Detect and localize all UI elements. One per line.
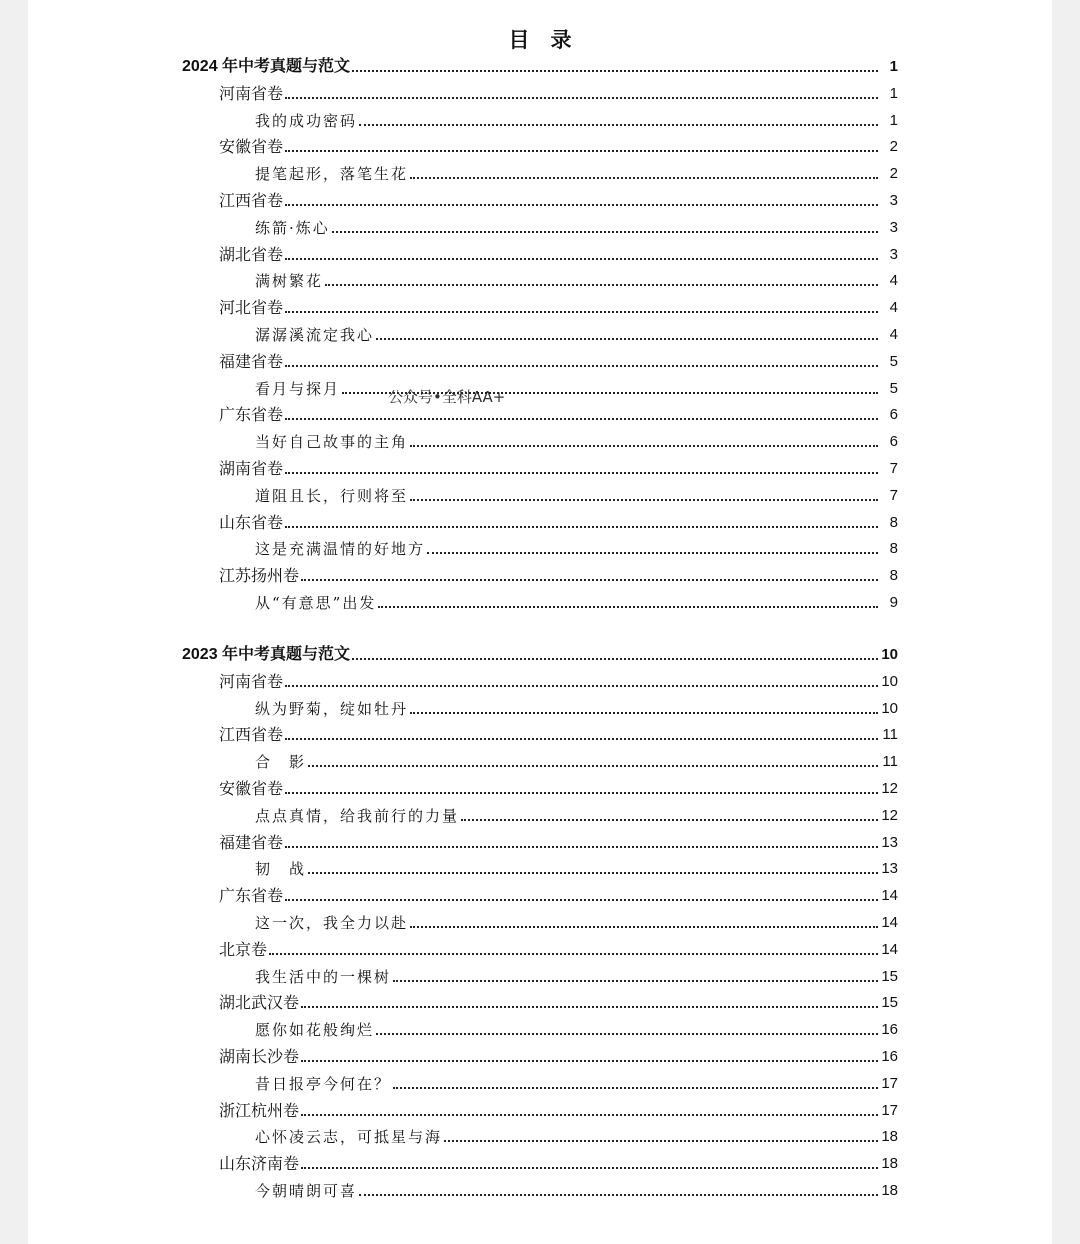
- toc-entry-label: 湖南长沙卷: [219, 1047, 300, 1066]
- toc-entry-label: 浙江杭州卷: [219, 1100, 300, 1120]
- toc-entry-label: 广东省卷: [219, 405, 284, 425]
- toc-region-entry[interactable]: [219, 1151, 898, 1175]
- dot-leader: [376, 338, 878, 340]
- toc-entry-label: 合 影: [255, 753, 307, 772]
- toc-entry-label: 昔日报亭今何在？: [255, 1074, 392, 1093]
- toc-essay-entry[interactable]: [255, 590, 898, 614]
- toc-essay-entry[interactable]: [255, 1017, 898, 1041]
- toc-entry-label: 河南省卷: [219, 671, 284, 691]
- dot-leader: [285, 472, 878, 474]
- toc-entry-label: 看月与探月: [255, 379, 341, 398]
- toc-entry-label: 这是充满温情的好地方: [255, 540, 426, 559]
- toc-region-entry[interactable]: [219, 937, 898, 961]
- dot-leader: [378, 606, 878, 608]
- toc-region-entry[interactable]: [219, 456, 898, 480]
- toc-region-entry[interactable]: [219, 883, 898, 907]
- dot-leader: [285, 97, 878, 99]
- toc-entry-label: 河南省卷: [219, 83, 284, 103]
- toc-entry-label: 江西省卷: [219, 725, 284, 745]
- toc-region-entry[interactable]: [219, 510, 898, 534]
- toc-essay-entry[interactable]: [255, 803, 898, 827]
- dot-leader: [308, 872, 878, 874]
- toc-page-number: 18: [881, 1155, 898, 1173]
- toc-entry-label: 提笔起形，落笔生花: [255, 165, 409, 184]
- toc-region-entry[interactable]: [219, 563, 898, 587]
- toc-page-number: 14: [881, 940, 898, 958]
- dot-leader: [285, 792, 878, 794]
- toc-region-entry[interactable]: [219, 776, 898, 800]
- toc-region-entry[interactable]: [219, 242, 898, 266]
- dot-leader: [285, 204, 878, 206]
- dot-leader: [285, 526, 878, 528]
- toc-page-number: 3: [889, 218, 898, 236]
- toc-entry-label: 今朝晴朗可喜: [255, 1182, 358, 1200]
- watermark-text: 公众号•全科AA+: [388, 388, 506, 406]
- toc-region-entry[interactable]: [219, 830, 898, 854]
- toc-entry-label: 江苏扬州卷: [219, 566, 300, 586]
- toc-page-number: 3: [889, 192, 898, 209]
- toc-page-number: 7: [889, 460, 898, 477]
- toc-page-number: 4: [889, 299, 898, 317]
- toc-entry-label: 安徽省卷: [219, 137, 284, 157]
- toc-entry-label: 湖北省卷: [219, 244, 284, 264]
- toc-entry-label: 湖南省卷: [219, 459, 284, 478]
- dot-leader: [427, 552, 878, 554]
- toc-page-number: 1: [889, 58, 898, 75]
- toc-essay-entry[interactable]: [255, 749, 898, 773]
- toc-page-number: 11: [882, 753, 898, 771]
- toc-page-number: 17: [881, 1074, 898, 1092]
- dot-leader: [285, 738, 878, 740]
- toc-page-number: 15: [881, 994, 898, 1012]
- toc-page-number: 10: [881, 646, 898, 663]
- toc-entry-label: 韧 战: [255, 860, 307, 879]
- toc-page-number: 16: [881, 1021, 898, 1039]
- toc-region-entry[interactable]: [219, 990, 898, 1014]
- toc-essay-entry[interactable]: [255, 161, 898, 185]
- toc-page-number: 10: [881, 699, 898, 717]
- toc-page-number: 7: [889, 486, 898, 504]
- toc-entry-label: 我的成功密码: [255, 111, 358, 130]
- toc-entry-label: 当好自己故事的主角: [255, 433, 409, 452]
- toc-essay-entry[interactable]: [255, 108, 898, 132]
- dot-leader: [285, 418, 878, 420]
- dot-leader: [444, 1140, 878, 1142]
- dot-leader: [301, 1060, 878, 1062]
- toc-page-number: 9: [889, 594, 898, 611]
- dot-leader: [269, 953, 878, 955]
- toc-entry-label: 福建省卷: [219, 351, 284, 371]
- toc-essay-entry[interactable]: [255, 215, 898, 239]
- toc-essay-entry[interactable]: [255, 322, 898, 346]
- dot-leader: [410, 445, 878, 447]
- toc-region-entry[interactable]: [219, 669, 898, 693]
- dot-leader: [410, 499, 878, 501]
- toc-page-number: 4: [889, 326, 898, 343]
- toc-entry-label: 纵为野菊，绽如牡丹: [255, 699, 409, 718]
- toc-entry-label: 广东省卷: [219, 886, 284, 906]
- toc-page-number: 16: [881, 1048, 898, 1065]
- toc-page-number: 1: [889, 84, 898, 102]
- toc-page-number: 13: [881, 860, 898, 878]
- toc-entry-label: 愿你如花般绚烂: [255, 1021, 375, 1040]
- dot-leader: [352, 658, 878, 660]
- toc-region-entry[interactable]: [219, 1098, 898, 1122]
- toc-title: 目 录: [508, 28, 572, 52]
- toc-region-entry[interactable]: [219, 349, 898, 373]
- dot-leader: [410, 177, 878, 179]
- dot-leader: [285, 685, 878, 687]
- toc-page-number: 5: [889, 352, 898, 370]
- toc-essay-entry[interactable]: [255, 964, 898, 988]
- dot-leader: [393, 980, 878, 982]
- dot-leader: [342, 392, 878, 394]
- toc-essay-entry[interactable]: [255, 429, 898, 453]
- toc-essay-entry[interactable]: [255, 483, 898, 507]
- toc-region-entry[interactable]: [219, 295, 898, 319]
- toc-region-entry[interactable]: [219, 402, 898, 426]
- toc-section-heading[interactable]: [182, 54, 898, 78]
- dot-leader: [352, 70, 878, 72]
- toc-page-number: 12: [881, 780, 898, 797]
- toc-page-number: 1: [889, 111, 898, 129]
- toc-page-number: 18: [881, 1128, 898, 1146]
- dot-leader: [285, 311, 878, 313]
- toc-page-number: 8: [889, 540, 898, 558]
- toc-entry-label: 2024 年中考真题与范文: [182, 58, 351, 75]
- dot-leader: [301, 579, 878, 581]
- toc-page-number: 4: [889, 272, 898, 290]
- toc-page-number: 2: [889, 165, 898, 183]
- toc-entry-label: 点点真情，给我前行的力量: [255, 806, 460, 825]
- toc-page-number: 13: [881, 833, 898, 851]
- toc-essay-entry[interactable]: [255, 1124, 898, 1148]
- toc-entry-label: 练箭·炼心: [255, 218, 330, 237]
- toc-entry-label: 潺潺溪流定我心: [255, 326, 375, 344]
- toc-entry-label: 这一次，我全力以赴: [255, 914, 409, 932]
- toc-region-entry[interactable]: [219, 1044, 898, 1068]
- toc-page-number: 10: [881, 672, 898, 690]
- dot-leader: [410, 712, 878, 714]
- dot-leader: [325, 284, 878, 286]
- toc-entry-label: 我生活中的一棵树: [255, 967, 392, 986]
- dot-leader: [393, 1087, 878, 1089]
- dot-leader: [285, 365, 878, 367]
- toc-page-number: 14: [881, 887, 898, 905]
- toc-page-number: 18: [881, 1182, 898, 1199]
- dot-leader: [308, 765, 878, 767]
- toc-essay-entry[interactable]: [255, 1178, 898, 1202]
- toc-entry-label: 河北省卷: [219, 298, 284, 318]
- dot-leader: [461, 819, 878, 821]
- toc-entry-label: 湖北武汉卷: [219, 993, 300, 1013]
- toc-region-entry[interactable]: [219, 81, 898, 105]
- dot-leader: [285, 899, 878, 901]
- dot-leader: [359, 1194, 878, 1196]
- toc-entry-label: 北京卷: [219, 939, 268, 959]
- dot-leader: [285, 150, 878, 152]
- dot-leader: [301, 1114, 878, 1116]
- toc-entry-label: 满树繁花: [255, 272, 324, 291]
- toc-essay-entry[interactable]: [255, 536, 898, 560]
- toc-essay-entry[interactable]: [255, 856, 898, 880]
- toc-entry-label: 山东省卷: [219, 512, 284, 532]
- toc-essay-entry[interactable]: [255, 376, 898, 400]
- dot-leader: [301, 1006, 878, 1008]
- toc-page-number: 8: [889, 513, 898, 531]
- toc-page-number: 6: [889, 406, 898, 424]
- toc-page-number: 6: [889, 433, 898, 451]
- toc-entry-label: 从“有意思”出发: [255, 594, 377, 612]
- dot-leader: [376, 1033, 878, 1035]
- toc-page-number: 15: [881, 967, 898, 985]
- toc-page-number: 11: [882, 726, 898, 744]
- dot-leader: [301, 1167, 878, 1169]
- toc-entry-label: 道阻且长，行则将至: [255, 486, 409, 505]
- toc-section-heading[interactable]: [182, 642, 898, 666]
- toc-entry-label: 江西省卷: [219, 191, 284, 210]
- toc-region-entry[interactable]: [219, 188, 898, 212]
- toc-entry-label: 山东济南卷: [219, 1154, 300, 1174]
- toc-entry-label: 2023 年中考真题与范文: [182, 646, 351, 663]
- toc-essay-entry[interactable]: [255, 696, 898, 720]
- toc-essay-entry[interactable]: [255, 1071, 898, 1095]
- toc-entry-label: 安徽省卷: [219, 779, 284, 798]
- toc-page-number: 3: [889, 245, 898, 263]
- toc-page-number: 5: [889, 379, 898, 397]
- toc-page-number: 8: [889, 567, 898, 585]
- toc-region-entry[interactable]: [219, 134, 898, 158]
- dot-leader: [410, 926, 878, 928]
- toc-region-entry[interactable]: [219, 722, 898, 746]
- toc-page-number: 2: [889, 138, 898, 156]
- dot-leader: [332, 231, 878, 233]
- toc-page-number: 14: [881, 914, 898, 931]
- dot-leader: [359, 124, 878, 126]
- toc-entry-label: 福建省卷: [219, 832, 284, 852]
- toc-page-number: 12: [881, 806, 898, 824]
- dot-leader: [285, 258, 878, 260]
- toc-essay-entry[interactable]: [255, 268, 898, 292]
- dot-leader: [285, 846, 878, 848]
- toc-essay-entry[interactable]: [255, 910, 898, 934]
- toc-page-number: 17: [881, 1101, 898, 1119]
- toc-entry-label: 心怀凌云志，可抵星与海: [255, 1128, 443, 1147]
